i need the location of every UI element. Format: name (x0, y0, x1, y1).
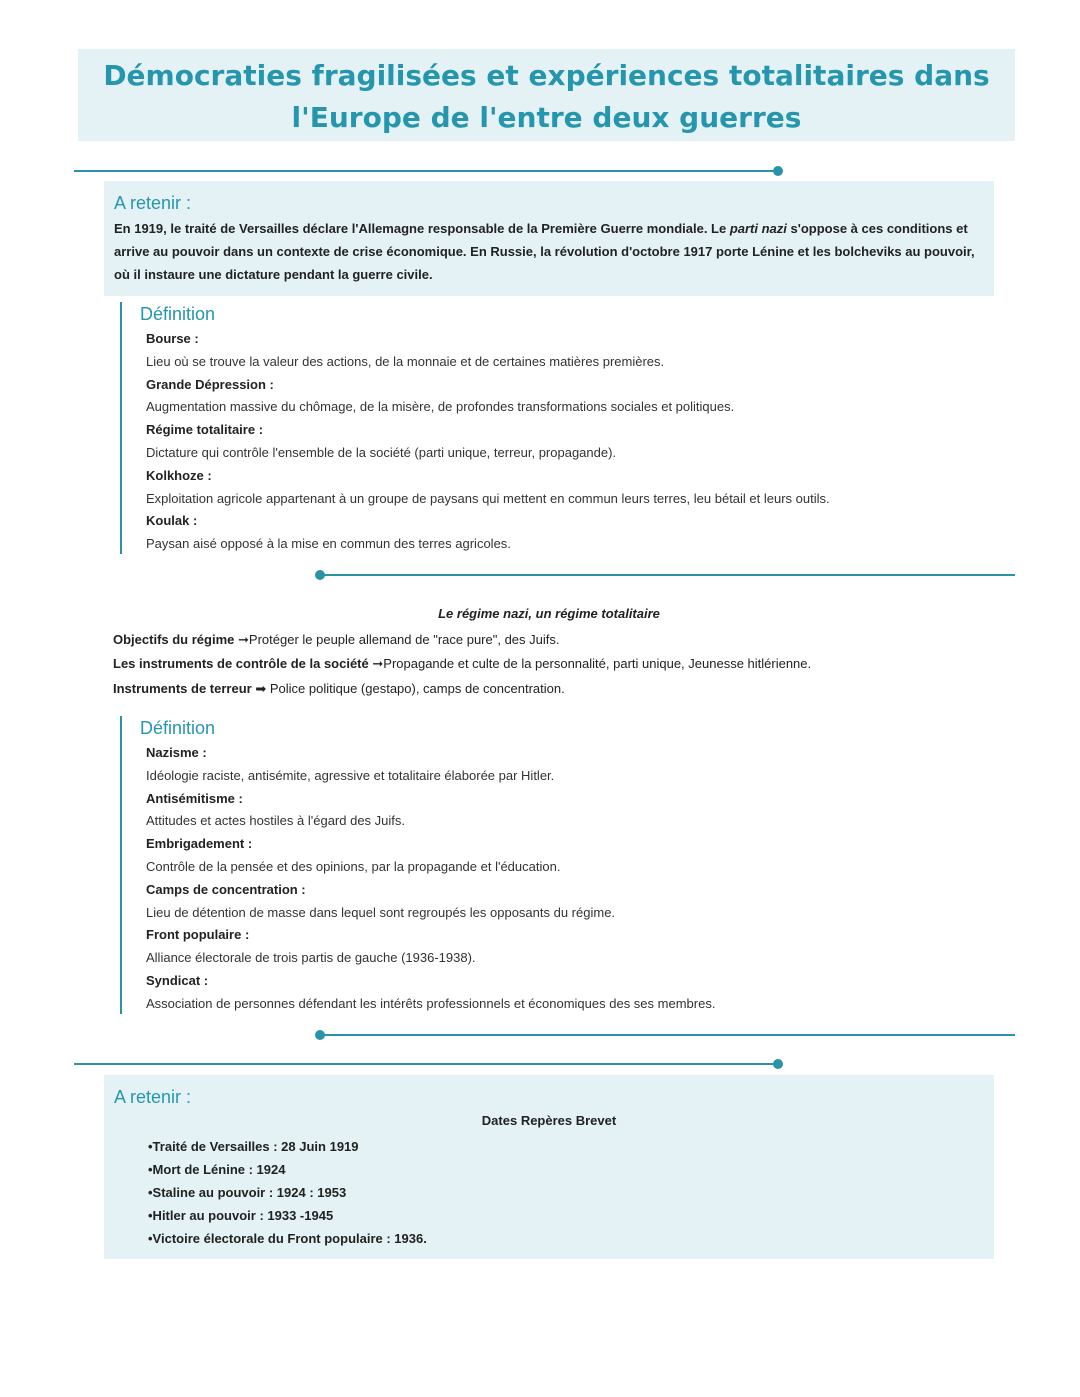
arrow-right-icon: ➞ (238, 632, 249, 647)
definition-term: Syndicat : (146, 972, 209, 988)
definition-desc: Paysan aisé opposé à la mise en commun des terres agricoles. (146, 536, 511, 552)
dates-subtitle: Dates Repères Brevet (481, 1113, 617, 1128)
retenir-box-1 (104, 181, 994, 296)
date-item: •Staline au pouvoir : 1924 : 1953 (148, 1185, 347, 1200)
arrow-right-icon: ➡ (255, 681, 267, 696)
definition-desc: Exploitation agricole appartenant à un groupe de paysans qui mettent en commun leurs terres, leu bétail et leurs outils. (146, 490, 830, 506)
definition-block-2 (120, 716, 716, 1014)
definition-term: Camps de concentration : (146, 881, 306, 897)
definition-term: Régime totalitaire : (146, 422, 264, 438)
definition-term: Kolkhoze : (146, 467, 212, 483)
definition-desc: Association de personnes défendant les intérêts professionnels et économiques des ses membres. (146, 995, 716, 1011)
nazi-row-objectifs (113, 628, 559, 652)
definition-desc: Alliance électorale de trois partis de gauche (1936-1938). (146, 950, 476, 966)
definition-list-1 (146, 328, 1006, 556)
divider-1 (74, 170, 778, 172)
date-item: •Mort de Lénine : 1924 (148, 1162, 286, 1177)
divider-3 (320, 1034, 1015, 1036)
nazi-row-label: Instruments de terreur (113, 681, 252, 696)
definition-term: Embrigadement : (146, 836, 253, 852)
nazi-row-terreur (113, 677, 565, 701)
definition-term: Grande Dépression : (146, 376, 274, 392)
definition-desc: Augmentation massive du chômage, de la misère, de profondes transformations sociales et politiques. (146, 399, 735, 415)
retenir-text-part-b: s'oppose à ces conditions et arrive au pouvoir dans un contexte de crise économique. En Russie, la révolution d'octobre 1917 porte Lénine et les bolcheviks au pouvoir, où il instaure une dictature pendant la guerre civile. (114, 221, 975, 282)
nazi-row-label: Objectifs du régime (113, 632, 235, 647)
title-line-1: Démocraties fragilisées et expériences totalitaires dans (103, 59, 990, 92)
divider-4 (74, 1063, 778, 1065)
divider-2 (320, 574, 1015, 576)
definition-term: Koulak : (146, 513, 198, 529)
nazi-row-text: Protéger le peuple allemand de "race pure", des Juifs. (248, 632, 560, 647)
definition-desc: Idéologie raciste, antisémite, agressive et totalitaire élaborée par Hitler. (146, 767, 555, 783)
definition-term: Nazisme : (146, 745, 207, 760)
nazi-row-controle (113, 652, 811, 676)
nazi-row-text: Propagande et culte de la personnalité, parti unique, Jeunesse hitlérienne. (383, 656, 812, 671)
definition-heading-2: Définition (140, 718, 216, 738)
definition-block-1 (120, 302, 830, 554)
date-item: •Victoire électorale du Front populaire : 1936. (148, 1231, 427, 1246)
divider-1-dot (773, 166, 783, 176)
definition-desc: Attitudes et actes hostiles à l'égard des Juifs. (146, 813, 406, 829)
definition-heading-1: Définition (140, 304, 216, 324)
definition-term: Bourse : (146, 331, 199, 346)
retenir-text-1 (114, 217, 994, 286)
nazi-row-text: Police politique (gestapo), camps de concentration. (269, 681, 565, 696)
definition-desc: Dictature qui contrôle l'ensemble de la société (parti unique, terreur, propagande). (146, 444, 617, 460)
definition-list-2 (146, 742, 1006, 1016)
divider-4-dot (773, 1059, 783, 1069)
definition-desc: Contrôle de la pensée et des opinions, par la propagande et l'éducation. (146, 858, 561, 874)
page-title (78, 49, 1015, 141)
definition-desc: Lieu de détention de masse dans lequel sont regroupés les opposants du régime. (146, 904, 616, 920)
nazi-row-label: Les instruments de contrôle de la société (113, 656, 369, 671)
retenir-box-2 (104, 1075, 994, 1259)
retenir-heading-1: A retenir : (114, 193, 192, 213)
nazi-section-title: Le régime nazi, un régime totalitaire (438, 606, 660, 621)
retenir-text-emphasis: parti nazi (729, 221, 787, 236)
retenir-text-part-a: En 1919, le traité de Versailles déclare l'Allemagne responsable de la Première Guerre mondiale. Le (114, 221, 730, 236)
arrow-right-icon: ➞ (372, 656, 384, 671)
definition-term: Front populaire : (146, 927, 250, 943)
date-item: •Hitler au pouvoir : 1933 -1945 (148, 1208, 334, 1223)
definition-desc: Lieu où se trouve la valeur des actions, de la monnaie et de certaines matières premières. (146, 353, 665, 369)
retenir-heading-2: A retenir : (114, 1087, 192, 1107)
date-item: •Traité de Versailles : 28 Juin 1919 (148, 1139, 359, 1154)
definition-term: Antisémitisme : (146, 790, 243, 806)
title-line-2: l'Europe de l'entre deux guerres (291, 101, 802, 134)
